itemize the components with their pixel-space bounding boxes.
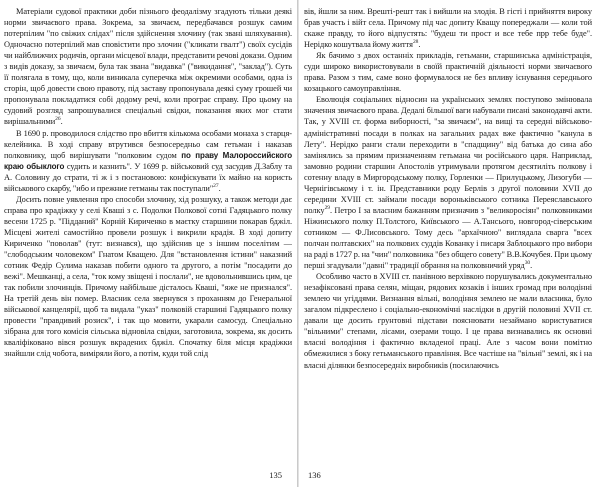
paragraph: Як бачимо з двох останніх прикладів, гетьмани, старшинська адміністрація, суди широко використовували в своїй практичній діяльності норми звичаєвого права. Разом з тим, саме воно формувалося не без впливу існування середнього козацького самоуправління.: [304, 51, 592, 94]
left-page: [4, 6, 292, 480]
paragraph: В 1690 р. проводилося слідство про вбиття кількома особами монаха з старця-келейника. В ході справу втрутився безпосередньо сам гетьман і наказав полковнику, щоб вирішувати "полковим судом по праву Малороссийского краю обыклого судить и казнить". У 1699 р. військовий суд засудив Д.Заблу та А. Соловину до страти, ті ж і з постановою: конфіскувати їх майно на користь військового скарбу, "ибо и прежние гетманы так поступали"$^{27}$.: [4, 128, 292, 193]
paragraph: Особливо часто в XVIII ст. панівною верхівкою порушувались документально незафіксовані права селян, міщан, рядових козаків і інших громад при володінні землею чи угіддями. Визнання вільні, володіння землею не мали власника, було загалом підкреслено і соціально-економічні наслідки в другій половині XVII ст. давали ще досить грунтовні підстави пояснювати незаймано користуватися "вільними" степами, лісами, озерами тощо. І це права визнавались як основні власні володіння і фактично вкладеної праці. Але з часом вони помітно обмежилися з боку гетьманського правління. Все частіше на "вільні" землі, як і на власні ділянки безпосередніх виробників (посилаючись: [304, 272, 592, 370]
paragraph: вів, йшли за ним. Врешті-решт так і вийшли на злодія. В гісті і прийняття вироку брав участь і війт села. Причому під час допиту Кващу попереджали — коли той скаже правду, то його відпустять: "будеш ти прост и все тебе прр тебе буде". Нерідко кошутвала йому життя$^{28}$.: [304, 7, 592, 50]
paragraph: Еволюція соціальних відносин на українських землях поступово змінювала значення звичаєвого права. Дедалі більшої ваги набували писані законодавчі акти. Так, у XVIII ст. форма виборності, "за звичаєм", на вищі та середні військово-адміністративні посади в полках на загальних радах вже фактично "канула в Лету". Нерідко ранги стали переходити в "спадщину" від батька до сина або замінялись за прямим призначенням гетьмана чи російського царя. Наприклад, замовно родини старшин Апостолів утримували протягом десятиліть полкову і сотенну владу в Миргородському полку, Горленки — Прилуцькому, Лизогуби — Чернігівському і т. ін. Представники роду Берлів з другої половини XVII до середини XVIII ст. займали посади вороньківського сотника Переяславського полку$^{29}$. Петро I за власним бажанням призначив з "великоросіян" полковниками Ніжинського полку П.Толстого, Київського — А.Тансього, новгород-сіверським сотником — Ф.Лисовського. Тому десь "архаїчною" виглядала сварга "всех полчан полтавских" на полкових суддів Кованку і писаря Заблоцького про вибори на раді в 1727 р. на "чин" полковника "без общего совету" В.В.Кочубея. При цьому перші згадували "давні" традиції обрання на полковничий уряд$^{30}$.: [304, 95, 592, 271]
book-gutter: [297, 0, 299, 487]
paragraph: Матеріали судової практики доби пізнього феодалізму згадують тільки деякі норми звичаєвого права. Зокрема, за звичаєм, передбачався розшук самим потерпілим "по свіжих слідах" після здійснення злочину (так звані шляхування). Одночасно потерпілий мав сповістити про злочин ("кликати гвалт") своїх сусідів чи найближчих родичів, органи місцевої влади, представити речові докази. Одним з видів доказу, за звичаєм, була так звана "видавка" ("викидання", "заклад"). Суть її полягала в тому, що, коли виникала суперечка між окремими особами, одна із сторін, щоб довести свою правоту, під заставу пропонувала деякі суму грошей чи пропонувала покладатися собі додому речі, коли програє справу. Про цьому на судовий розгляд запрошувалися спеціальні свідки, показання яких мог стати вирішальними$^{26}$.: [4, 7, 292, 127]
page-number: 135: [269, 470, 282, 480]
right-page: [304, 6, 592, 480]
page-number: 136: [308, 470, 321, 480]
paragraph: Досить повне уявлення про способи злочину, хід розшуку, а також методи дає справа про крадіжку у селі Кваші з с. Подолки Полкової сотні Гадяцького полку весени 1725 р. "Підданий" Корній Кириченко в маєтку старшини покарав бджіл. Місцеві жителі самостійно провели розшук і викрили крадія. В ході допиту Кириченко "поволав" (тут: визнався), що здійснив це з іншим поселітим — "слободським чоловеком" Гнатом Кващею. Для "встановлення істини" наказний сотник Федір Сулима наказав побити одного та другого, а потім "посадити до вежі". Мешканці, а села, "ток кому звіщені і послали", не вдовольнившись цим, це так побили злочинців. Причому найбільше дісталось Кваші, "яже не признался". На третій день він помер. Власник села звернувся з проханням до Генеральної військової канцелярії, щоб та видала "указ" полковій старшині Гадяцького полку провести "правдивий розиск", і так що мовити, укарали самосуд. Спеціально зібрана для того комісія сільська відновіла свідки, заготовила, зокрема, як досить кваліфіковано вівся розшук вкрадених бджіл. Спочатку біля місця крадіжки знайшли слід чобота, виміряли його, а потім, куди той слід: [4, 194, 292, 359]
